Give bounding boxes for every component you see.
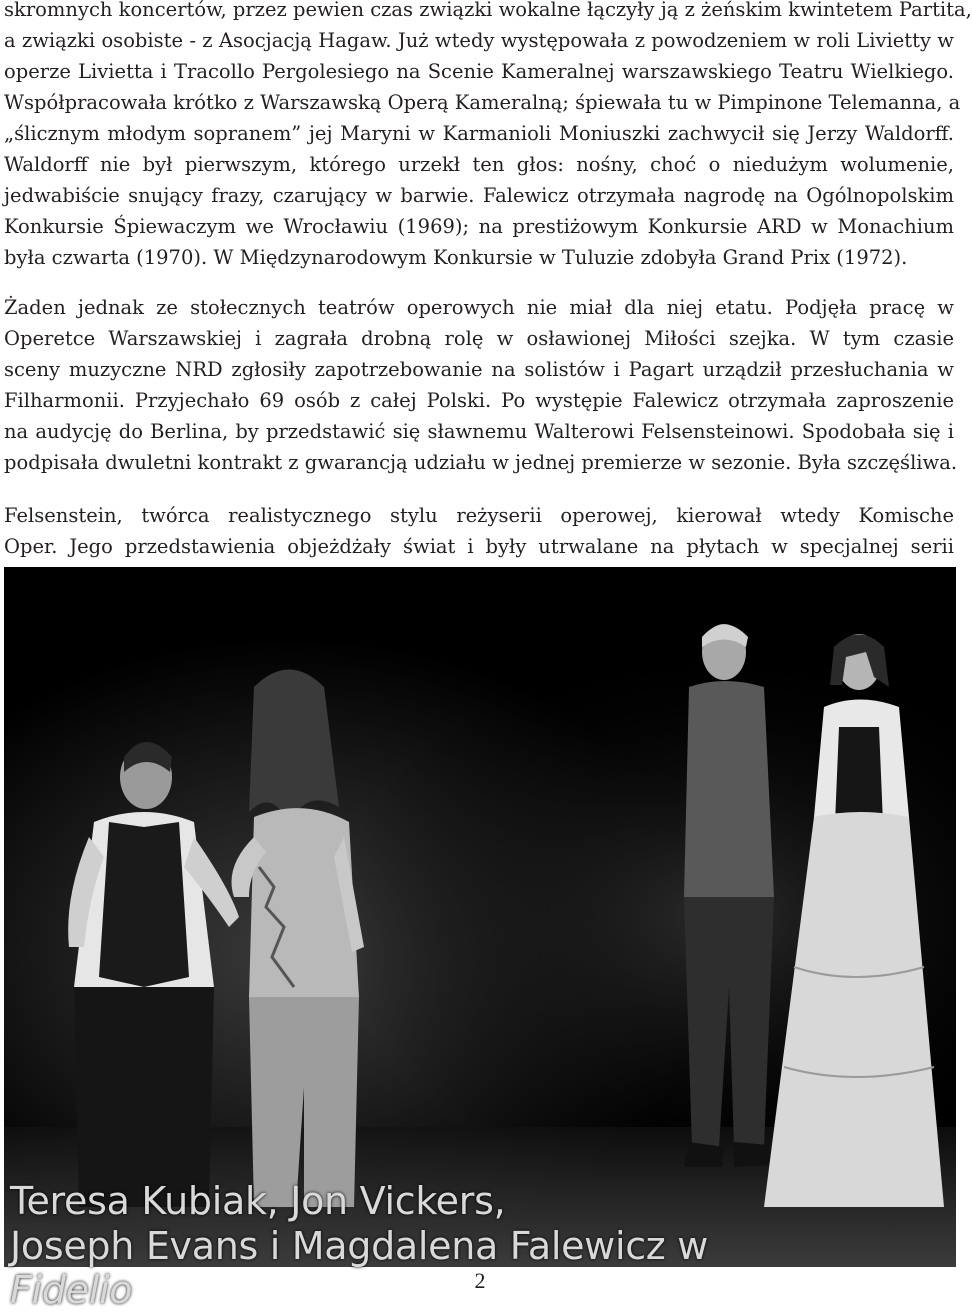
text-line: skromnych koncertów, przez pewien czas związki wokalne łączyły ją z żeńskim kwintetem Partita, [4,0,972,21]
text-line: Współpracowała krótko z Warszawską Operą Kameralną; śpiewała tu w Pimpinone Telemanna, a [4,91,961,114]
paragraph-2 [4,292,958,478]
text-line: sceny muzyczne NRD zgłosiły zapotrzebowanie na solistów i Pagart urządził przesłuchania w [4,358,954,381]
paragraph-1 [4,0,972,273]
photo-caption-names: Joseph Evans i Magdalena Falewicz w [10,1224,709,1268]
text-line: Filharmonii. Przyjechało 69 osób z całej Polski. Po występie Falewicz otrzymała zaproszenie [4,389,954,412]
text-line: Żaden jednak ze stołecznych teatrów operowych nie miał dla niej etatu. Podjęła pracę w [4,296,954,319]
text-line: „ślicznym młodym sopranem” jej Maryni w Karmanioli Moniuszki zachwycił się Jerzy Waldorff. [4,122,954,145]
text-line: Waldorff nie był pierwszym, którego urzekł ten głos: nośny, choć o niedużym wolumenie, [4,153,954,176]
page-number: 2 [474,1268,486,1293]
text-line: a związki osobiste - z Asocjacją Hagaw. Już wtedy występowała z powodzeniem w roli Livietty w [4,29,954,52]
text-line: na audycję do Berlina, by przedstawić się sławnemu Walterowi Felsensteinowi. Spodobała się i [4,420,954,443]
paragraph-3 [4,500,954,562]
photo-caption-line-1: Teresa Kubiak, Jon Vickers, [10,1179,506,1223]
photo-caption-opera-title: Fidelio [10,1268,133,1312]
text-line: Felsenstein, twórca realistycznego stylu reżyserii operowej, kierował wtedy Komische [4,504,954,527]
text-line: Oper. Jego przedstawienia objeżdżały świat i były utrwalane na płytach w specjalnej serii [4,535,954,558]
stage-photo-illustration [4,567,956,1267]
text-line: jedwabiście snujący frazy, czarujący w barwie. Falewicz otrzymała nagrodę na Ogólnopolskim [4,184,954,207]
text-line: Konkursie Śpiewaczym we Wrocławiu (1969); na prestiżowym Konkursie ARD w Monachium [4,215,954,238]
text-line: podpisała dwuletni kontrakt z gwarancją udziału w jednej premierze w sezonie. Była szczęśliwa. [4,451,958,474]
text-line: operze Livietta i Tracollo Pergolesiego na Scenie Kameralnej warszawskiego Teatru Wielkiego. [4,60,954,83]
text-line: Operetce Warszawskiej i zagrała drobną rolę w osławionej Miłości szejka. W tym czasie [4,327,954,350]
text-line: była czwarta (1970). W Międzynarodowym Konkursie w Tuluzie zdobyła Grand Prix (1972). [4,246,908,269]
stage-photo [4,567,956,1312]
